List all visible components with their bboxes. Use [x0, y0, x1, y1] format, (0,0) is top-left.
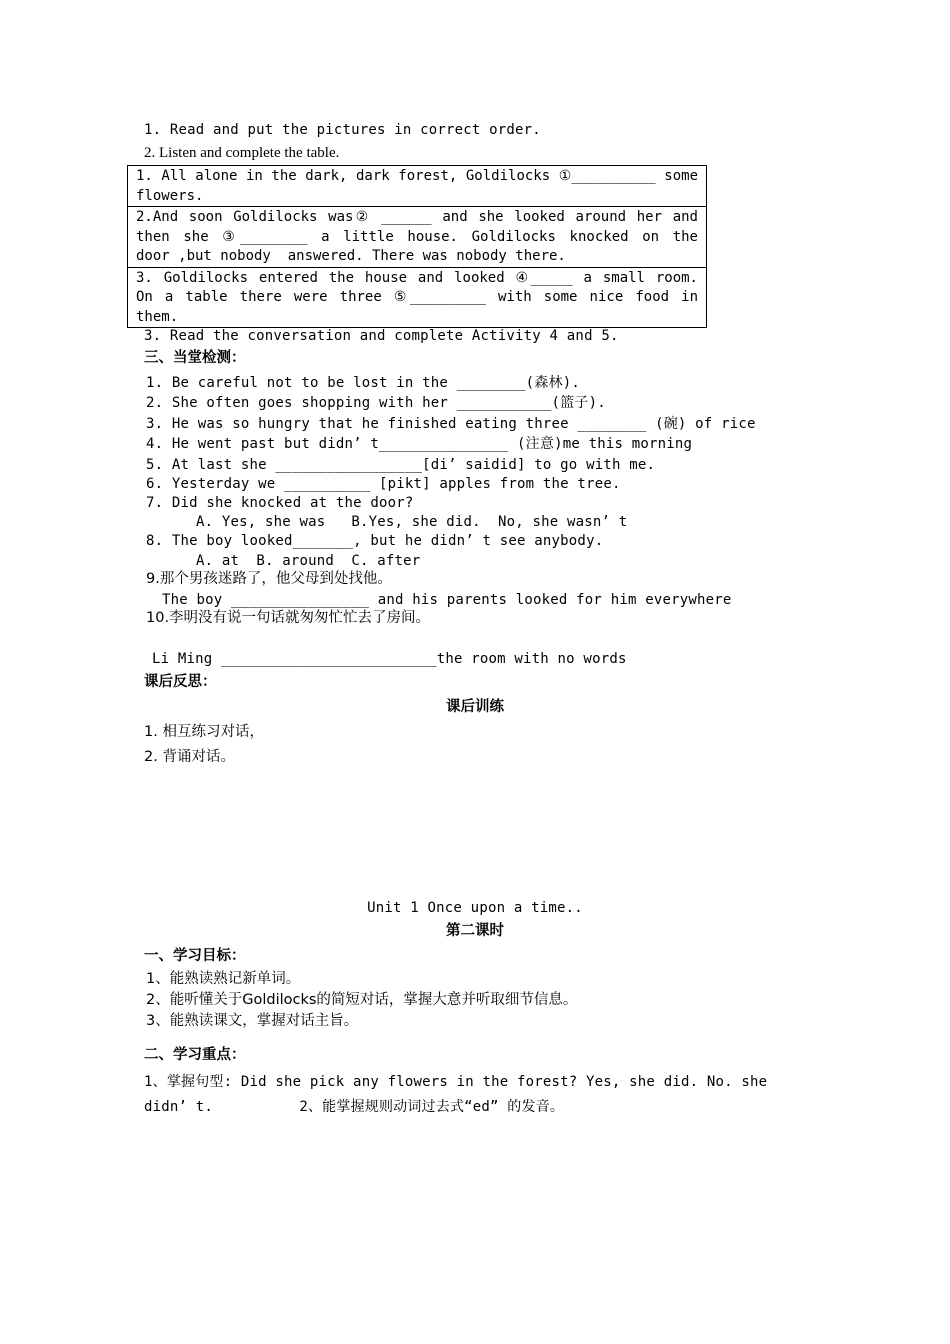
question-5: 5. At last she _________________[di’ saidid] to go with me. — [146, 457, 656, 473]
goal-3: 3、能熟读课文，掌握对话主旨。 — [146, 1013, 359, 1029]
table-cell-2-line: then she ③________ a little house. Goldilocks knocked on the — [136, 228, 698, 245]
table-cell-3-line: them. — [136, 308, 179, 325]
question-9-answer: The boy ________________ and his parents looked for him everywhere — [162, 592, 732, 608]
question-3: 3. He was so hungry that he finished eating three ________ (碗) of rice — [146, 416, 756, 432]
after-class-item-2: 2. 背诵对话。 — [144, 749, 235, 765]
key-points-heading: 二、学习重点： — [144, 1047, 246, 1063]
question-8-options: A. at B. around C. after — [196, 553, 421, 569]
table-cell-1-line: 1. All alone in the dark, dark forest, Goldilocks ①__________ some — [136, 168, 698, 184]
table-cell-1-line: flowers. — [136, 187, 204, 204]
question-1: 1. Be careful not to be lost in the ________(森林). — [146, 375, 580, 391]
section-3-heading: 三、当堂检测： — [144, 350, 246, 366]
table-cell-2-line: door ,but nobody answered. There was nobody there. — [136, 248, 566, 264]
table-cell-3 — [128, 268, 706, 328]
table-cell-3-line: On a table there were three ⑤_________ with some nice food in — [136, 289, 698, 305]
after-class-title: 课后训练 — [446, 699, 504, 715]
question-7: 7. Did she knocked at the door? — [146, 495, 414, 511]
table-cell-1 — [128, 166, 706, 207]
activity-1: 1. Read and put the pictures in correct order. — [144, 122, 541, 138]
question-6: 6. Yesterday we __________ [pikt] apples from the tree. — [146, 476, 621, 492]
table-cell-2 — [128, 207, 706, 268]
activity-2: 2. Listen and complete the table. — [144, 145, 340, 161]
activity-3: 3. Read the conversation and complete Activity 4 and 5. — [144, 328, 619, 344]
question-9: 9.那个男孩迷路了，他父母到处找他。 — [146, 571, 392, 587]
goal-1: 1、能熟读熟记新单词。 — [146, 971, 301, 987]
after-class-item-1: 1. 相互练习对话， — [144, 724, 264, 740]
table-cell-2-line: 2.And soon Goldilocks was② ______ and she looked around her and — [136, 209, 698, 225]
key-point-2: didn’ t. 2、能掌握规则动词过去式“ed” 的发音。 — [144, 1099, 565, 1115]
question-8: 8. The boy looked_______, but he didn’ t see anybody. — [146, 533, 604, 549]
reflection-heading: 课后反思： — [144, 674, 217, 690]
question-10: 10.李明没有说一句话就匆匆忙忙去了房间。 — [146, 610, 431, 626]
unit-title: Unit 1 Once upon a time.. — [367, 900, 583, 916]
period-title: 第二课时 — [446, 923, 504, 939]
table-cell-3-line: 3. Goldilocks entered the house and looked ④_____ a small room. — [136, 269, 698, 286]
question-4: 4. He went past but didn’ t_______________ (注意)me this morning — [146, 436, 693, 452]
question-10-answer: Li Ming _________________________the room with no words — [152, 651, 627, 667]
listening-table — [127, 165, 707, 328]
key-point-1: 1、掌握句型: Did she pick any flowers in the forest? Yes, she did. No. she — [144, 1074, 768, 1090]
question-7-options: A. Yes, she was B.Yes, she did. No, she wasn’ t — [196, 514, 628, 530]
question-2: 2. She often goes shopping with her ___________(篮子). — [146, 395, 606, 411]
goal-2: 2、能听懂关于Goldilocks的简短对话，掌握大意并听取细节信息。 — [146, 992, 578, 1008]
goals-heading: 一、学习目标： — [144, 948, 246, 964]
